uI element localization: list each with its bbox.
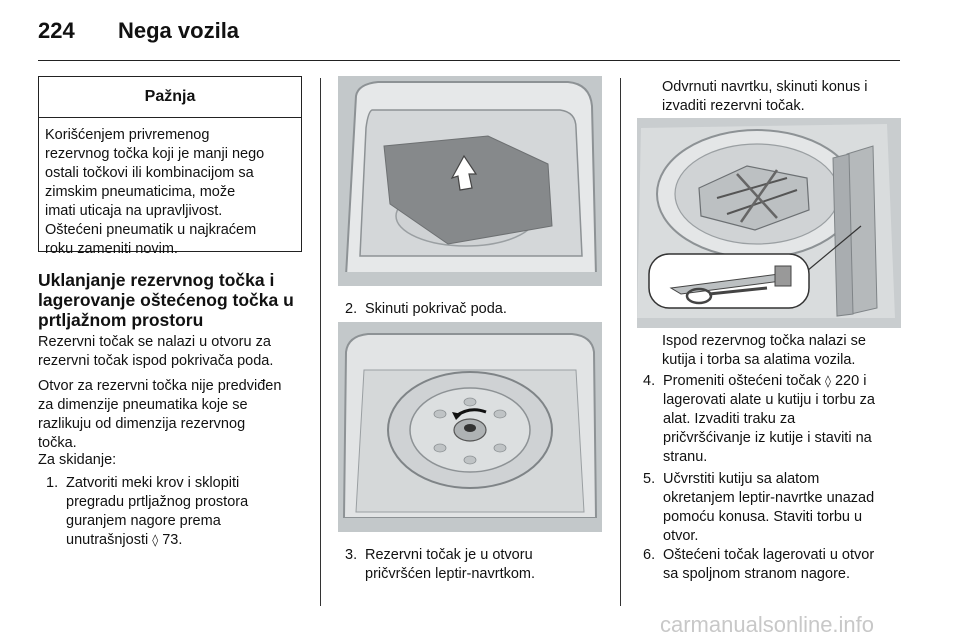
- caution-line: zimskim pneumaticima, može: [45, 184, 236, 200]
- step-number: 5.: [643, 471, 656, 487]
- tool-box-illustration: [637, 118, 901, 328]
- paragraph-dimensions: [38, 377, 310, 453]
- text-line: izvaditi rezervni točak.: [662, 98, 805, 114]
- column-divider-2: [620, 78, 621, 606]
- page-ref[interactable]: 220 i: [834, 373, 867, 389]
- text-line: pričvršćen leptir-navrtkom.: [365, 566, 536, 582]
- text-line: lagerovati alate u kutiju i torbu za: [663, 392, 875, 408]
- step-6: [643, 546, 903, 586]
- caution-box: [38, 76, 302, 257]
- caution-line: Korišćenjem privremenog: [45, 127, 210, 143]
- page-ref-icon: ◊: [152, 533, 159, 547]
- text-line: Ispod rezervnog točka nalazi se: [662, 333, 866, 349]
- caution-line: roku zameniti novim.: [45, 241, 178, 257]
- heading-line: Uklanjanje rezervnog točka i: [38, 270, 275, 290]
- text-line: pregradu prtljažnog prostora: [66, 494, 249, 510]
- step-number: 6.: [643, 547, 656, 563]
- text-line: Zatvoriti meki krov i sklopiti: [66, 475, 240, 491]
- paragraph-location: [38, 333, 310, 371]
- text-segment: unutrašnjosti: [66, 532, 149, 548]
- step-number: 2.: [345, 301, 358, 317]
- step-text: [663, 372, 875, 467]
- step-1: [46, 474, 316, 554]
- text-line: otvor.: [663, 528, 699, 544]
- header-rule: [38, 60, 900, 61]
- under-wheel-note: [662, 332, 902, 370]
- text-line: Otvor za rezervni točka nije predviđen: [38, 378, 282, 394]
- heading-line: prtljažnom prostoru: [38, 310, 204, 330]
- section-heading: [38, 270, 308, 330]
- text-line: rezervni točak ispod pokrivača poda.: [38, 353, 274, 369]
- page-number: 224: [38, 18, 75, 43]
- step-text: Skinuti pokrivač poda.: [365, 301, 507, 317]
- step-2: [345, 300, 605, 320]
- step-text: [663, 546, 874, 584]
- text-line: [66, 531, 248, 550]
- spare-wheel-illustration: [338, 322, 602, 532]
- trunk-floor-cover-illustration: [338, 76, 602, 286]
- page-ref-icon: ◊: [825, 374, 831, 388]
- watermark: carmanualsonline.info: [660, 612, 875, 637]
- text-line: točka.: [38, 435, 77, 451]
- step-5: [643, 470, 903, 548]
- caution-line: ostali točkovi ili kombinacijom sa: [45, 165, 254, 181]
- caution-line: imati uticaja na upravljivost.: [45, 203, 223, 219]
- text-line: Rezervni točak je u otvoru: [365, 547, 533, 563]
- caution-body: [39, 118, 301, 259]
- text-line: guranjem nagore prema: [66, 513, 221, 529]
- caution-line: Oštećeni pneumatik u najkraćem: [45, 222, 257, 238]
- text-line: sa spoljnom stranom nagore.: [663, 566, 850, 582]
- text-line: Oštećeni točak lagerovati u otvor: [663, 547, 875, 563]
- step-number: 4.: [643, 373, 656, 389]
- text-line: Odvrnuti navrtku, skinuti konus i: [662, 79, 868, 95]
- text-line: [663, 372, 875, 391]
- text-line: za dimenzije pneumatika koje se: [38, 397, 248, 413]
- column-divider-1: [320, 78, 321, 606]
- text-line: okretanjem leptir-navrtke unazad: [663, 490, 875, 506]
- caution-title: Pažnja: [39, 77, 301, 118]
- step-number: 1.: [46, 475, 59, 491]
- text-line: Rezervni točak se nalazi u otvoru za: [38, 334, 271, 350]
- step-number: 3.: [345, 547, 358, 563]
- page-title: Nega vozila: [118, 18, 240, 43]
- step-text: [66, 474, 248, 550]
- text-line: Učvrstiti kutiju sa alatom: [663, 471, 820, 487]
- step-4: [643, 372, 903, 468]
- text-segment: Promeniti oštećeni točak: [663, 373, 821, 389]
- text-line: razlikuju od dimenzija rezervnog: [38, 416, 246, 432]
- page-ref[interactable]: 73.: [162, 532, 183, 548]
- caution-line: rezervnog točka koji je manji nego: [45, 146, 265, 162]
- text-line: pričvršćivanje iz kutije i staviti na: [663, 430, 872, 446]
- step-text: [663, 470, 874, 546]
- text-line: kutija i torba sa alatima vozila.: [662, 352, 856, 368]
- text-line: stranu.: [663, 449, 708, 465]
- heading-line: lagerovanje oštećenog točka u: [38, 290, 294, 310]
- removal-label: Za skidanje:: [38, 452, 117, 468]
- text-line: pomoću konusa. Staviti torbu u: [663, 509, 863, 525]
- step-3: [345, 546, 605, 586]
- text-line: alat. Izvaditi traku za: [663, 411, 796, 427]
- intro-remove-wheel: [662, 78, 902, 116]
- step-text: [365, 546, 535, 584]
